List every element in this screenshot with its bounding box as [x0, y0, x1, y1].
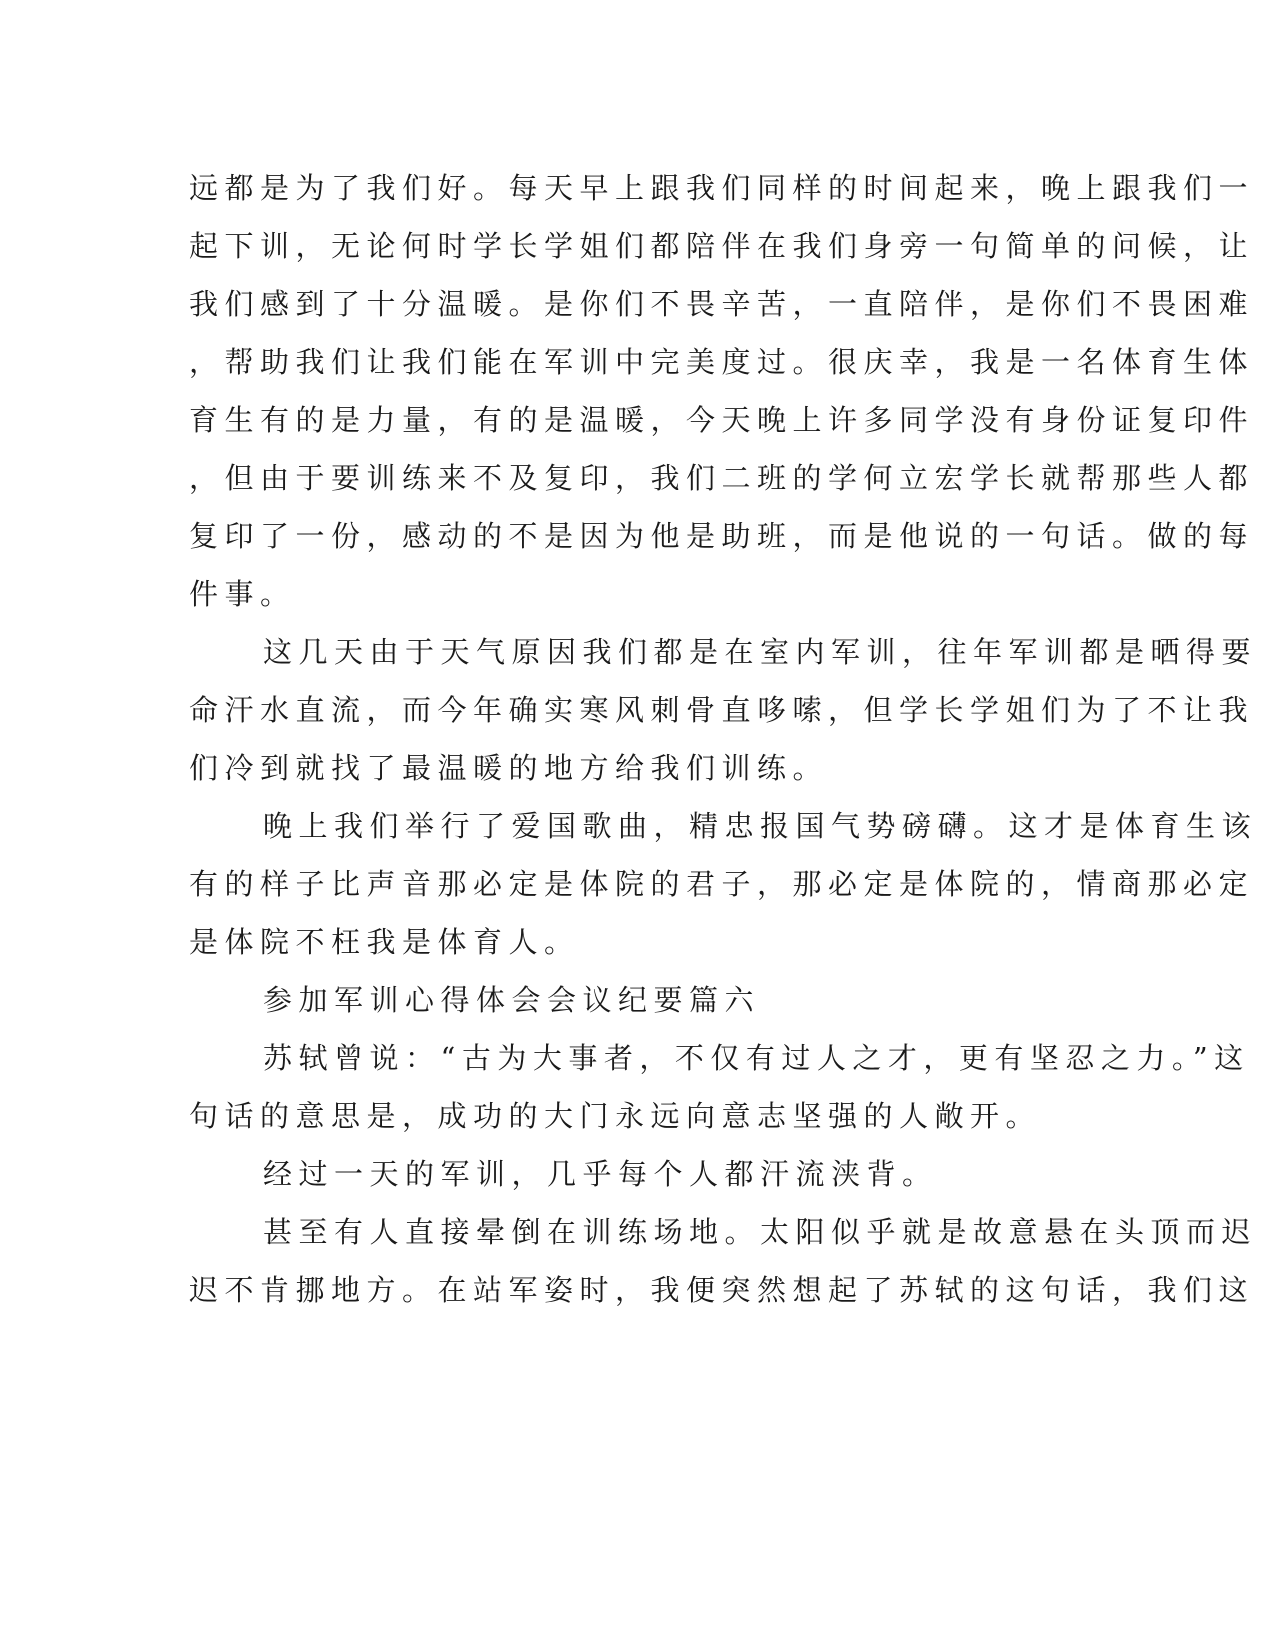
- text-line: 是体院不枉我是体育人。: [189, 925, 580, 959]
- text-line: 起下训，无论何时学长学姐们都陪伴在我们身旁一句简单的问候，让: [189, 229, 1255, 263]
- text-line: ，但由于要训练来不及复印，我们二班的学何立宏学长就帮那些人都: [189, 461, 1255, 495]
- text-line: 命汗水直流，而今年确实寒风刺骨直哆嗦，但学长学姐们为了不让我: [189, 693, 1255, 727]
- text-line: 参加军训心得体会会议纪要篇六: [263, 983, 761, 1017]
- text-line: 这几天由于天气原因我们都是在室内军训，往年军训都是晒得要: [263, 635, 1258, 669]
- text-line: 我们感到了十分温暖。是你们不畏辛苦，一直陪伴，是你们不畏困难: [189, 287, 1255, 321]
- text-line: 有的样子比声音那必定是体院的君子，那必定是体院的，情商那必定: [189, 867, 1255, 901]
- body-text: [189, 159, 1258, 1319]
- text-line: 苏轼曾说：“古为大事者，不仅有过人之才，更有坚忍之力。”这: [263, 1041, 1250, 1075]
- text-line: 句话的意思是，成功的大门永远向意志坚强的人敞开。: [189, 1099, 1042, 1133]
- text-line: 育生有的是力量，有的是温暖，今天晚上许多同学没有身份证复印件: [189, 403, 1255, 437]
- text-line: 远都是为了我们好。每天早上跟我们同样的时间起来，晚上跟我们一: [189, 171, 1255, 205]
- text-line: 晚上我们举行了爱国歌曲，精忠报国气势磅礴。这才是体育生该: [263, 809, 1258, 843]
- text-line: 甚至有人直接晕倒在训练场地。太阳似乎就是故意悬在头顶而迟: [263, 1215, 1258, 1249]
- text-line: 们冷到就找了最温暖的地方给我们训练。: [189, 751, 829, 785]
- text-line: 迟不肯挪地方。在站军姿时，我便突然想起了苏轼的这句话，我们这: [189, 1273, 1255, 1307]
- text-line: 经过一天的军训，几乎每个人都汗流浃背。: [263, 1157, 938, 1191]
- text-line: 件事。: [189, 577, 296, 611]
- text-line: 复印了一份，感动的不是因为他是助班，而是他说的一句话。做的每: [189, 519, 1255, 553]
- text-line: ，帮助我们让我们能在军训中完美度过。很庆幸，我是一名体育生体: [189, 345, 1255, 379]
